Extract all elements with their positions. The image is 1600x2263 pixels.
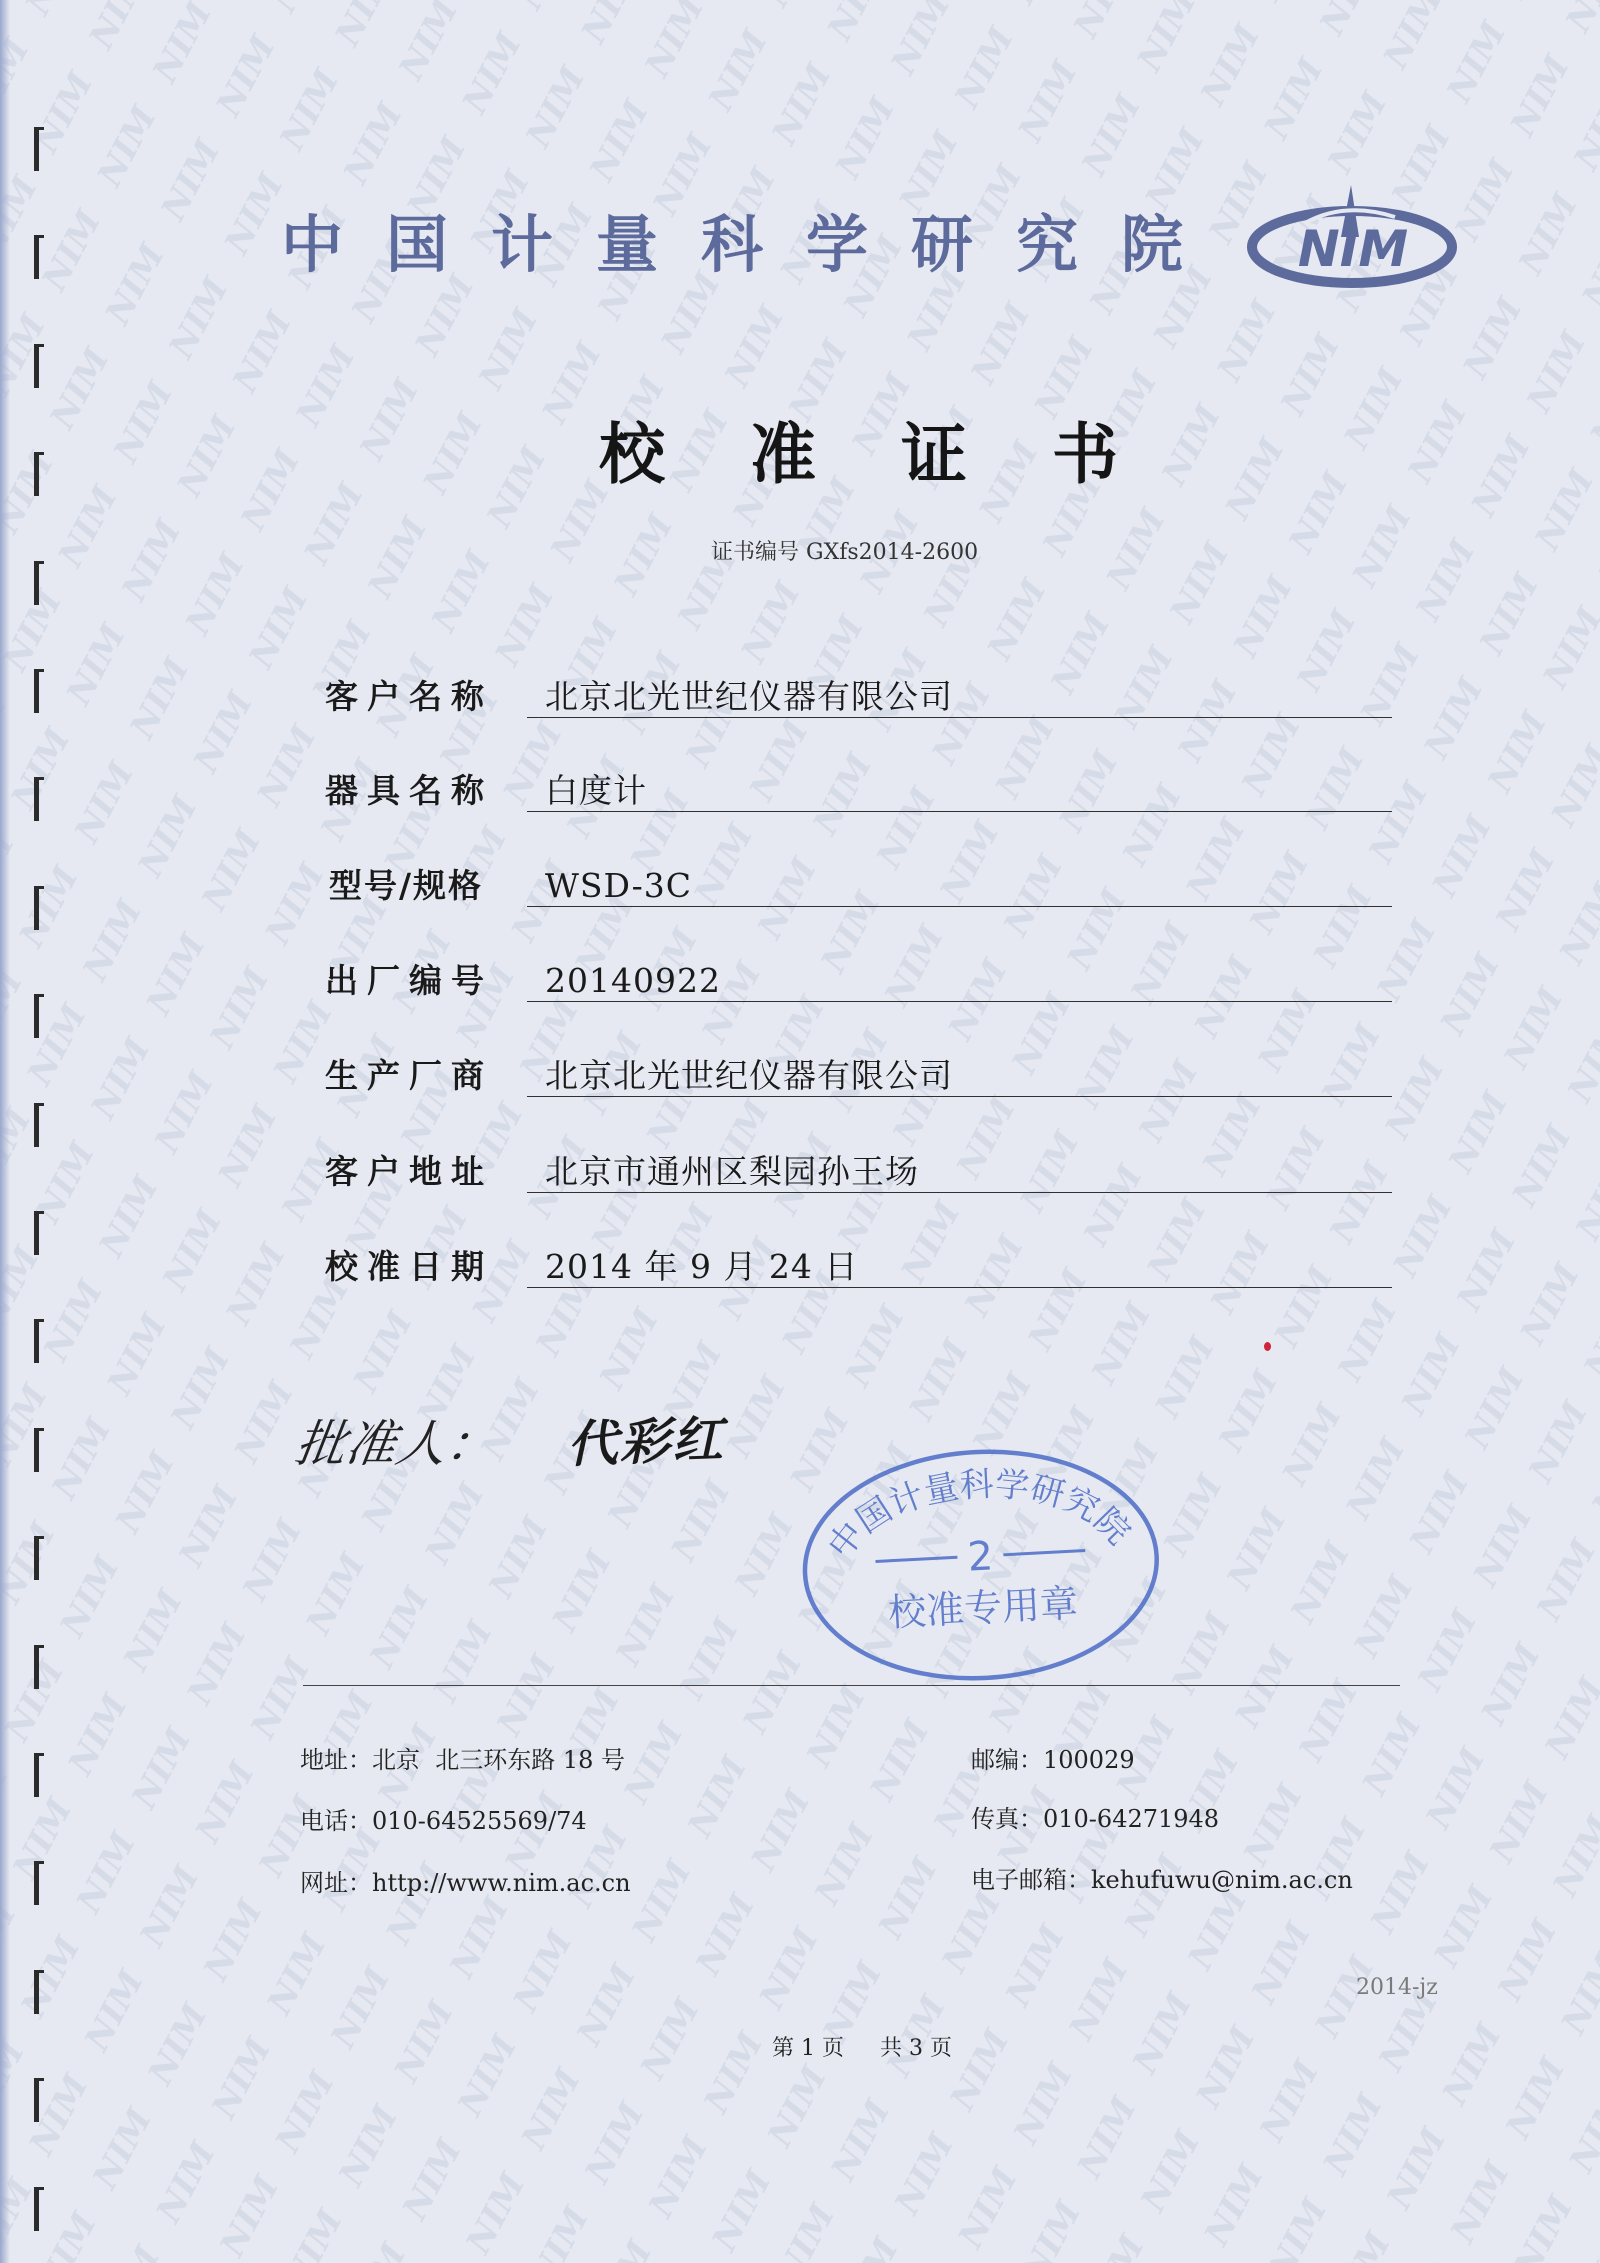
contact-value: kehufuwu@nim.ac.cn (1091, 1866, 1353, 1894)
binding-mark (34, 1970, 44, 2014)
contact-phone (300, 1807, 587, 1835)
contact-email (971, 1866, 1353, 1894)
binding-mark (34, 561, 44, 605)
red-ink-mark (1264, 1342, 1271, 1351)
field-underline (527, 1001, 1392, 1002)
approver-signature: 代彩红 (565, 1410, 735, 1474)
field-label: 客户名称 (325, 677, 493, 716)
contact-value: 010-64271948 (1043, 1805, 1220, 1833)
certificate-number-label: 证书编号 (711, 540, 800, 565)
field-underline (527, 1096, 1392, 1097)
field-label: 生产厂商 (325, 1056, 493, 1095)
field-row-customer-address (0, 1152, 1600, 1196)
field-value: 20140922 (545, 961, 721, 1000)
contact-label: 传真： (971, 1805, 1043, 1833)
stamp-number: 2 (966, 1533, 995, 1581)
field-row-manufacturer (0, 1056, 1600, 1100)
field-label: 客户地址 (325, 1152, 493, 1191)
contact-value: 北京 北三环东路 18 号 (372, 1746, 626, 1774)
contact-label: 邮编： (971, 1746, 1043, 1774)
field-underline (527, 1192, 1392, 1193)
binding-mark (34, 127, 44, 171)
contact-address (300, 1746, 625, 1774)
field-value: 白度计 (545, 771, 647, 810)
binding-mark (34, 1536, 44, 1580)
contact-value: 100029 (1043, 1746, 1135, 1774)
field-label: 器具名称 (325, 771, 493, 810)
contact-postcode (971, 1746, 1135, 1774)
certificate-number-value: GXfs2014-2600 (806, 540, 979, 565)
logo-lettering: NIM (1297, 220, 1409, 278)
footer-divider (303, 1685, 1400, 1686)
field-label: 型号/规格 (329, 866, 484, 905)
institute-name: 中国计量科学研究院 (281, 208, 1227, 281)
field-underline (527, 906, 1392, 907)
document-title: 校准证书 (599, 416, 1203, 493)
binding-mark (34, 235, 44, 279)
field-underline (527, 717, 1392, 718)
certificate-number (711, 539, 978, 567)
binding-mark (34, 1753, 44, 1797)
contact-label: 地址： (300, 1746, 372, 1774)
stamp-line-right (1003, 1551, 1085, 1555)
binding-mark (34, 1428, 44, 1472)
field-row-serial-number (0, 961, 1600, 1005)
field-value: 北京市通州区梨园孙王场 (545, 1152, 919, 1191)
stamp-line-left (876, 1557, 958, 1561)
field-value: 北京北光世纪仪器有限公司 (545, 1056, 953, 1095)
field-row-customer-name (0, 677, 1600, 721)
contact-value: 010-64525569/74 (372, 1807, 587, 1835)
contact-website (300, 1869, 631, 1897)
contact-fax (971, 1805, 1219, 1833)
field-underline (527, 811, 1392, 812)
field-row-calibration-date (0, 1247, 1600, 1291)
page-edge (0, 0, 10, 2263)
binding-mark (34, 1861, 44, 1905)
contact-label: 电话： (300, 1807, 372, 1835)
stamp-top-text-path: 中国计量科学研究院 (820, 1464, 1139, 1567)
field-row-model (0, 866, 1600, 910)
field-row-instrument-name (0, 771, 1600, 815)
field-value: WSD-3C (545, 866, 692, 905)
binding-mark (34, 2078, 44, 2122)
field-underline (527, 1287, 1392, 1288)
binding-mark (34, 1645, 44, 1689)
page-current: 第 1 页 (772, 2036, 844, 2061)
stamp-bottom-text: 校准专用章 (887, 1581, 1080, 1635)
contact-value: http://www.nim.ac.cn (372, 1869, 631, 1897)
pagination (772, 2035, 952, 2063)
binding-mark (34, 452, 44, 496)
form-code: 2014-jz (1356, 1975, 1438, 2000)
binding-mark (34, 344, 44, 388)
approver-label: 批准人： (291, 1415, 501, 1473)
calibration-stamp (769, 1417, 1193, 1718)
contact-label: 网址： (300, 1869, 372, 1897)
field-label: 校准日期 (325, 1247, 493, 1286)
nim-logo (1245, 183, 1460, 288)
field-label: 出厂编号 (325, 961, 493, 1000)
page-total: 共 3 页 (879, 2036, 952, 2061)
binding-mark (34, 1319, 44, 1363)
contact-label: 电子邮箱： (971, 1866, 1091, 1894)
field-value: 2014 年 9 月 24 日 (545, 1247, 859, 1286)
binding-mark (34, 1103, 44, 1147)
binding-mark (34, 2187, 44, 2231)
field-value: 北京北光世纪仪器有限公司 (545, 677, 953, 716)
